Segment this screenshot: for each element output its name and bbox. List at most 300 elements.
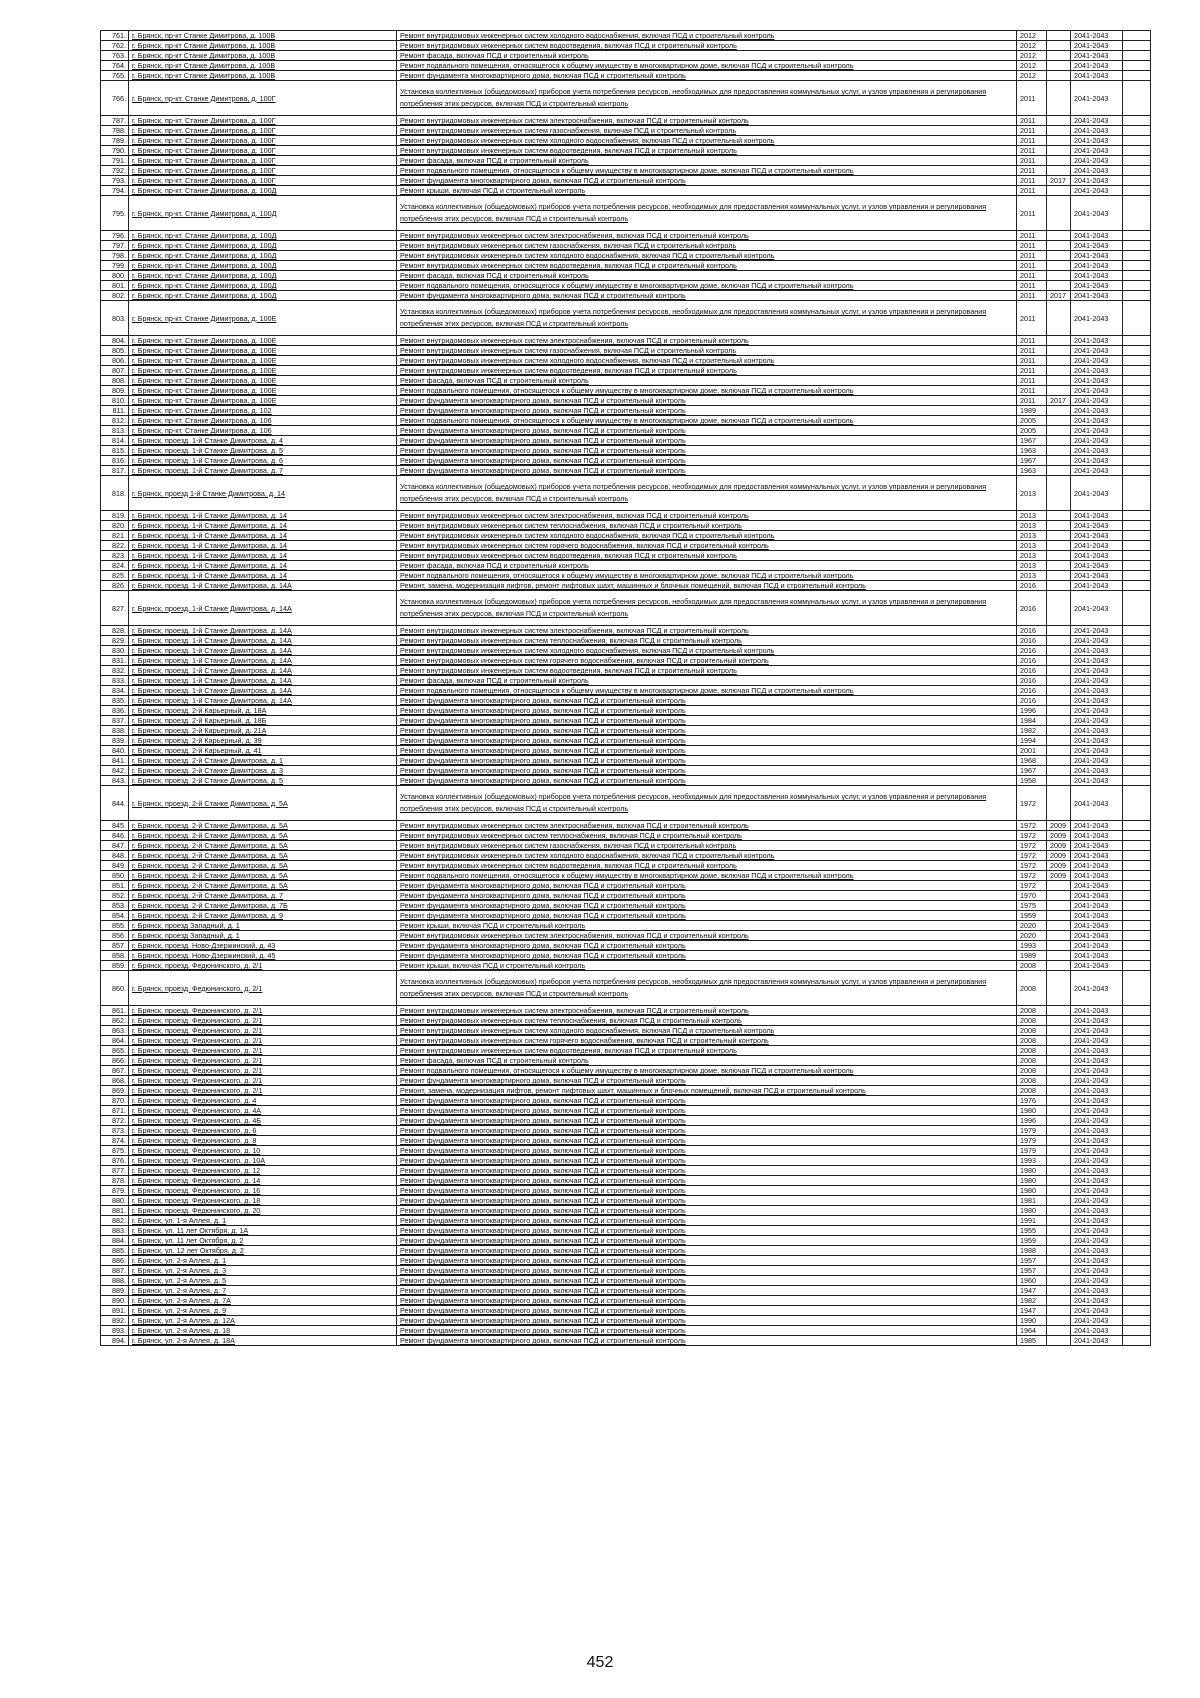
address-cell: г. Брянск, проезд. Федюнинского, д. 10А xyxy=(129,1156,397,1166)
build-year-cell: 2011 xyxy=(1017,81,1047,116)
build-year-cell: 1947 xyxy=(1017,1306,1047,1316)
table-row xyxy=(101,591,1151,626)
work-type-cell: Ремонт крыши, включая ПСД и строительный контроль xyxy=(397,961,1017,971)
empty-cell xyxy=(1123,676,1151,686)
empty-cell xyxy=(1123,466,1151,476)
empty-cell xyxy=(1123,126,1151,136)
address-cell: г. Брянск, проезд 1-й Станке Димитрова, д. 14 xyxy=(129,476,397,511)
address-cell: г. Брянск, проезд. Федюнинского, д. 14 xyxy=(129,1176,397,1186)
build-year-cell: 1972 xyxy=(1017,851,1047,861)
planned-period-cell: 2041-2043 xyxy=(1071,841,1123,851)
work-type-cell: Ремонт фундамента многоквартирного дома, включая ПСД и строительный контроль xyxy=(397,1256,1017,1266)
planned-period-cell: 2041-2043 xyxy=(1071,156,1123,166)
work-type-cell: Ремонт внутридомовых инженерных систем электроснабжения, включая ПСД и строительный контроль xyxy=(397,336,1017,346)
address-cell: г. Брянск, проезд. Федюнинского, д. 2/1 xyxy=(129,1036,397,1046)
address-cell: г. Брянск, пр-кт. Станке Димитрова, д. 100Е xyxy=(129,301,397,336)
last-repair-year-cell xyxy=(1047,166,1071,176)
planned-period-cell: 2041-2043 xyxy=(1071,911,1123,921)
last-repair-year-cell xyxy=(1047,521,1071,531)
address-cell: г. Брянск, проезд. 1-й Станке Димитрова, д. 14 xyxy=(129,551,397,561)
empty-cell xyxy=(1123,706,1151,716)
address-cell: г. Брянск, проезд. 2-й Станке Димитрова, д. 5А xyxy=(129,821,397,831)
row-number: 833. xyxy=(101,676,129,686)
row-number: 796. xyxy=(101,231,129,241)
row-number: 805. xyxy=(101,346,129,356)
build-year-cell: 2011 xyxy=(1017,376,1047,386)
table-row xyxy=(101,271,1151,281)
work-type-cell: Установка коллективных (общедомовых) приборов учета потребления ресурсов, необходимых для предоставления коммунальных услуг, и узлов управления и регулирования потребления этих ресурсов, включая ПСД и строительный контроль xyxy=(397,591,1017,626)
build-year-cell: 1972 xyxy=(1017,821,1047,831)
address-cell: г. Брянск, пр-кт. Станке Димитрова, д. 100Г xyxy=(129,176,397,186)
last-repair-year-cell xyxy=(1047,1236,1071,1246)
address-cell: г. Брянск, пр-кт. Станке Димитрова, д. 100Е xyxy=(129,396,397,406)
work-type-cell: Ремонт фасада, включая ПСД и строительный контроль xyxy=(397,156,1017,166)
address-cell: г. Брянск, проезд. Федюнинского, д. 2/1 xyxy=(129,1016,397,1026)
table-row xyxy=(101,1306,1151,1316)
work-type-cell: Ремонт фасада, включая ПСД и строительный контроль xyxy=(397,1056,1017,1066)
empty-cell xyxy=(1123,1296,1151,1306)
build-year-cell: 2008 xyxy=(1017,1056,1047,1066)
table-row xyxy=(101,841,1151,851)
build-year-cell: 2011 xyxy=(1017,271,1047,281)
row-number: 894. xyxy=(101,1336,129,1346)
table-row xyxy=(101,581,1151,591)
last-repair-year-cell xyxy=(1047,456,1071,466)
work-type-cell: Ремонт фундамента многоквартирного дома, включая ПСД и строительный контроль xyxy=(397,456,1017,466)
empty-cell xyxy=(1123,456,1151,466)
build-year-cell: 1982 xyxy=(1017,1296,1047,1306)
work-type-cell: Ремонт фундамента многоквартирного дома, включая ПСД и строительный контроль xyxy=(397,716,1017,726)
row-number: 866. xyxy=(101,1056,129,1066)
planned-period-cell: 2041-2043 xyxy=(1071,241,1123,251)
work-type-cell: Ремонт внутридомовых инженерных систем водоотведения, включая ПСД и строительный контроль xyxy=(397,41,1017,51)
planned-period-cell: 2041-2043 xyxy=(1071,51,1123,61)
address-cell: г. Брянск, пр-кт. Станке Димитрова, д. 100Д xyxy=(129,196,397,231)
planned-period-cell: 2041-2043 xyxy=(1071,626,1123,636)
address-cell: г. Брянск, проезд. Федюнинского, д. 2/1 xyxy=(129,971,397,1006)
build-year-cell: 1970 xyxy=(1017,891,1047,901)
last-repair-year-cell xyxy=(1047,1206,1071,1216)
work-type-cell: Ремонт фундамента многоквартирного дома, включая ПСД и строительный контроль xyxy=(397,466,1017,476)
table-row xyxy=(101,1066,1151,1076)
planned-period-cell: 2041-2043 xyxy=(1071,581,1123,591)
row-number: 818. xyxy=(101,476,129,511)
last-repair-year-cell xyxy=(1047,466,1071,476)
build-year-cell: 1990 xyxy=(1017,1316,1047,1326)
planned-period-cell: 2041-2043 xyxy=(1071,891,1123,901)
build-year-cell: 1967 xyxy=(1017,766,1047,776)
work-type-cell: Ремонт фундамента многоквартирного дома, включая ПСД и строительный контроль xyxy=(397,696,1017,706)
planned-period-cell: 2041-2043 xyxy=(1071,746,1123,756)
table-row xyxy=(101,1006,1151,1016)
planned-period-cell: 2041-2043 xyxy=(1071,146,1123,156)
row-number: 814. xyxy=(101,436,129,446)
row-number: 763. xyxy=(101,51,129,61)
row-number: 826. xyxy=(101,581,129,591)
table-row xyxy=(101,366,1151,376)
build-year-cell: 2016 xyxy=(1017,581,1047,591)
address-cell: г. Брянск, ул. 11 лет Октября, д. 1А xyxy=(129,1226,397,1236)
empty-cell xyxy=(1123,426,1151,436)
work-type-cell: Ремонт подвального помещения, относящегося к общему имуществу в многоквартирном доме, включая ПСД и строительный контроль xyxy=(397,166,1017,176)
table-row xyxy=(101,1266,1151,1276)
empty-cell xyxy=(1123,666,1151,676)
work-type-cell: Ремонт фундамента многоквартирного дома, включая ПСД и строительный контроль xyxy=(397,1116,1017,1126)
table-row xyxy=(101,626,1151,636)
work-type-cell: Ремонт внутридомовых инженерных систем холодного водоснабжения, включая ПСД и строительный контроль xyxy=(397,1026,1017,1036)
empty-cell xyxy=(1123,1056,1151,1066)
empty-cell xyxy=(1123,436,1151,446)
address-cell: г. Брянск, пр-кт Станке Димитрова, д. 100В xyxy=(129,41,397,51)
planned-period-cell: 2041-2043 xyxy=(1071,1156,1123,1166)
row-number: 830. xyxy=(101,646,129,656)
row-number: 854. xyxy=(101,911,129,921)
address-cell: г. Брянск, проезд. 2-й Станке Димитрова, д. 5 xyxy=(129,776,397,786)
planned-period-cell: 2041-2043 xyxy=(1071,1036,1123,1046)
address-cell: г. Брянск, проезд. 1-й Станке Димитрова, д. 14А xyxy=(129,686,397,696)
last-repair-year-cell xyxy=(1047,1016,1071,1026)
last-repair-year-cell: 2009 xyxy=(1047,851,1071,861)
address-cell: г. Брянск, ул. 2-я Аллея, д. 1 xyxy=(129,1256,397,1266)
planned-period-cell: 2041-2043 xyxy=(1071,706,1123,716)
planned-period-cell: 2041-2043 xyxy=(1071,81,1123,116)
address-cell: г. Брянск, проезд. Ново-Дзержинский, д. 43 xyxy=(129,941,397,951)
empty-cell xyxy=(1123,231,1151,241)
row-number: 803. xyxy=(101,301,129,336)
address-cell: г. Брянск, проезд. 2-й Станке Димитрова, д. 5А xyxy=(129,841,397,851)
build-year-cell: 2011 xyxy=(1017,366,1047,376)
last-repair-year-cell xyxy=(1047,646,1071,656)
address-cell: г. Брянск, проезд. Федюнинского, д. 2/1 xyxy=(129,1026,397,1036)
table-row xyxy=(101,716,1151,726)
row-number: 880. xyxy=(101,1196,129,1206)
work-type-cell: Ремонт фундамента многоквартирного дома, включая ПСД и строительный контроль xyxy=(397,1326,1017,1336)
table-row xyxy=(101,851,1151,861)
table-row xyxy=(101,436,1151,446)
planned-period-cell: 2041-2043 xyxy=(1071,1266,1123,1276)
last-repair-year-cell xyxy=(1047,756,1071,766)
last-repair-year-cell xyxy=(1047,1076,1071,1086)
planned-period-cell: 2041-2043 xyxy=(1071,346,1123,356)
planned-period-cell: 2041-2043 xyxy=(1071,291,1123,301)
row-number: 852. xyxy=(101,891,129,901)
work-type-cell: Ремонт фундамента многоквартирного дома, включая ПСД и строительный контроль xyxy=(397,1156,1017,1166)
row-number: 788. xyxy=(101,126,129,136)
row-number: 765. xyxy=(101,71,129,81)
table-row xyxy=(101,386,1151,396)
work-type-cell: Ремонт фундамента многоквартирного дома, включая ПСД и строительный контроль xyxy=(397,1266,1017,1276)
empty-cell xyxy=(1123,346,1151,356)
row-number: 848. xyxy=(101,851,129,861)
planned-period-cell: 2041-2043 xyxy=(1071,446,1123,456)
empty-cell xyxy=(1123,736,1151,746)
empty-cell xyxy=(1123,776,1151,786)
planned-period-cell: 2041-2043 xyxy=(1071,726,1123,736)
empty-cell xyxy=(1123,591,1151,626)
work-type-cell: Ремонт фундамента многоквартирного дома, включая ПСД и строительный контроль xyxy=(397,736,1017,746)
row-number: 797. xyxy=(101,241,129,251)
address-cell: г. Брянск, проезд. Федюнинского, д. 18 xyxy=(129,1196,397,1206)
empty-cell xyxy=(1123,1326,1151,1336)
empty-cell xyxy=(1123,241,1151,251)
table-row xyxy=(101,736,1151,746)
address-cell: г. Брянск, пр-кт. Станке Димитрова, д. 100Г xyxy=(129,166,397,176)
build-year-cell: 2016 xyxy=(1017,646,1047,656)
build-year-cell: 2011 xyxy=(1017,336,1047,346)
build-year-cell: 2008 xyxy=(1017,971,1047,1006)
row-number: 809. xyxy=(101,386,129,396)
address-cell: г. Брянск, ул. 2-я Аллея, д. 5 xyxy=(129,1276,397,1286)
planned-period-cell: 2041-2043 xyxy=(1071,941,1123,951)
row-number: 842. xyxy=(101,766,129,776)
work-type-cell: Ремонт фундамента многоквартирного дома, включая ПСД и строительный контроль xyxy=(397,1166,1017,1176)
address-cell: г. Брянск, проезд. Федюнинского, д. 16 xyxy=(129,1186,397,1196)
table-row xyxy=(101,406,1151,416)
address-cell: г. Брянск, проезд. 2-й Станке Димитрова, д. 5А xyxy=(129,851,397,861)
address-cell: г. Брянск, проезд. 2-й Станке Димитрова, д. 3 xyxy=(129,766,397,776)
last-repair-year-cell xyxy=(1047,436,1071,446)
table-row xyxy=(101,901,1151,911)
table-row xyxy=(101,261,1151,271)
schedule-table-container xyxy=(100,30,1150,1346)
work-type-cell: Ремонт подвального помещения, относящегося к общему имуществу в многоквартирном доме, включая ПСД и строительный контроль xyxy=(397,61,1017,71)
row-number: 792. xyxy=(101,166,129,176)
empty-cell xyxy=(1123,1186,1151,1196)
row-number: 800. xyxy=(101,271,129,281)
table-row xyxy=(101,166,1151,176)
table-row xyxy=(101,1046,1151,1056)
work-type-cell: Ремонт фундамента многоквартирного дома, включая ПСД и строительный контроль xyxy=(397,1336,1017,1346)
empty-cell xyxy=(1123,686,1151,696)
build-year-cell: 1980 xyxy=(1017,1206,1047,1216)
row-number: 824. xyxy=(101,561,129,571)
address-cell: г. Брянск, пр-кт Станке Димитрова, д. 100В xyxy=(129,71,397,81)
table-row xyxy=(101,1206,1151,1216)
planned-period-cell: 2041-2043 xyxy=(1071,436,1123,446)
work-type-cell: Ремонт внутридомовых инженерных систем теплоснабжения, включая ПСД и строительный контроль xyxy=(397,521,1017,531)
empty-cell xyxy=(1123,571,1151,581)
address-cell: г. Брянск, пр-кт Станке Димитрова, д. 100В xyxy=(129,31,397,41)
table-row xyxy=(101,656,1151,666)
table-row xyxy=(101,756,1151,766)
build-year-cell: 2008 xyxy=(1017,1026,1047,1036)
address-cell: г. Брянск, пр-кт. Станке Димитрова, д. 100Г xyxy=(129,156,397,166)
row-number: 885. xyxy=(101,1246,129,1256)
build-year-cell: 2011 xyxy=(1017,346,1047,356)
build-year-cell: 2011 xyxy=(1017,396,1047,406)
last-repair-year-cell: 2017 xyxy=(1047,291,1071,301)
build-year-cell: 1993 xyxy=(1017,941,1047,951)
build-year-cell: 1972 xyxy=(1017,861,1047,871)
build-year-cell: 1984 xyxy=(1017,716,1047,726)
planned-period-cell: 2041-2043 xyxy=(1071,1226,1123,1236)
work-type-cell: Ремонт фундамента многоквартирного дома, включая ПСД и строительный контроль xyxy=(397,1246,1017,1256)
row-number: 806. xyxy=(101,356,129,366)
table-row xyxy=(101,1186,1151,1196)
planned-period-cell: 2041-2043 xyxy=(1071,166,1123,176)
work-type-cell: Ремонт фундамента многоквартирного дома, включая ПСД и строительный контроль xyxy=(397,436,1017,446)
empty-cell xyxy=(1123,1066,1151,1076)
table-row xyxy=(101,696,1151,706)
planned-period-cell: 2041-2043 xyxy=(1071,541,1123,551)
table-row xyxy=(101,81,1151,116)
address-cell: г. Брянск, пр-кт. Станке Димитрова, д. 100Е xyxy=(129,346,397,356)
build-year-cell: 2012 xyxy=(1017,71,1047,81)
work-type-cell: Ремонт фасада, включая ПСД и строительный контроль xyxy=(397,376,1017,386)
empty-cell xyxy=(1123,166,1151,176)
address-cell: г. Брянск, пр-кт. Станке Димитрова, д. 102 xyxy=(129,406,397,416)
work-type-cell: Ремонт фундамента многоквартирного дома, включая ПСД и строительный контроль xyxy=(397,1316,1017,1326)
work-type-cell: Ремонт фундамента многоквартирного дома, включая ПСД и строительный контроль xyxy=(397,1126,1017,1136)
last-repair-year-cell xyxy=(1047,1326,1071,1336)
last-repair-year-cell xyxy=(1047,136,1071,146)
last-repair-year-cell xyxy=(1047,941,1071,951)
row-number: 834. xyxy=(101,686,129,696)
row-number: 829. xyxy=(101,636,129,646)
planned-period-cell: 2041-2043 xyxy=(1071,1146,1123,1156)
row-number: 887. xyxy=(101,1266,129,1276)
row-number: 828. xyxy=(101,626,129,636)
build-year-cell: 2011 xyxy=(1017,186,1047,196)
row-number: 874. xyxy=(101,1136,129,1146)
last-repair-year-cell xyxy=(1047,766,1071,776)
work-type-cell: Ремонт внутридомовых инженерных систем электроснабжения, включая ПСД и строительный контроль xyxy=(397,626,1017,636)
table-row xyxy=(101,511,1151,521)
last-repair-year-cell xyxy=(1047,1296,1071,1306)
table-row xyxy=(101,1086,1151,1096)
row-number: 790. xyxy=(101,146,129,156)
planned-period-cell: 2041-2043 xyxy=(1071,881,1123,891)
address-cell: г. Брянск, проезд. 1-й Станке Димитрова, д. 14 xyxy=(129,521,397,531)
address-cell: г. Брянск, проезд. 1-й Станке Димитрова, д. 14А xyxy=(129,626,397,636)
last-repair-year-cell xyxy=(1047,386,1071,396)
last-repair-year-cell xyxy=(1047,426,1071,436)
build-year-cell: 1957 xyxy=(1017,1266,1047,1276)
work-type-cell: Ремонт внутридомовых инженерных систем холодного водоснабжения, включая ПСД и строительный контроль xyxy=(397,136,1017,146)
address-cell: г. Брянск, проезд. 1-й Станке Димитрова, д. 5 xyxy=(129,446,397,456)
work-type-cell: Ремонт внутридомовых инженерных систем холодного водоснабжения, включая ПСД и строительный контроль xyxy=(397,251,1017,261)
build-year-cell: 1964 xyxy=(1017,1326,1047,1336)
last-repair-year-cell xyxy=(1047,1266,1071,1276)
address-cell: г. Брянск, проезд. 2-й Станке Димитрова, д. 7Б xyxy=(129,901,397,911)
table-row xyxy=(101,1226,1151,1236)
row-number: 798. xyxy=(101,251,129,261)
table-row xyxy=(101,636,1151,646)
row-number: 762. xyxy=(101,41,129,51)
planned-period-cell: 2041-2043 xyxy=(1071,336,1123,346)
last-repair-year-cell xyxy=(1047,446,1071,456)
empty-cell xyxy=(1123,1246,1151,1256)
build-year-cell: 1958 xyxy=(1017,776,1047,786)
build-year-cell: 2011 xyxy=(1017,241,1047,251)
table-row xyxy=(101,196,1151,231)
work-type-cell: Ремонт фасада, включая ПСД и строительный контроль xyxy=(397,676,1017,686)
build-year-cell: 1959 xyxy=(1017,911,1047,921)
address-cell: г. Брянск, пр-кт. Станке Димитрова, д. 100Г xyxy=(129,126,397,136)
last-repair-year-cell xyxy=(1047,376,1071,386)
planned-period-cell: 2041-2043 xyxy=(1071,1336,1123,1346)
empty-cell xyxy=(1123,1226,1151,1236)
page-number: 452 xyxy=(586,1654,614,1671)
table-row xyxy=(101,786,1151,821)
planned-period-cell: 2041-2043 xyxy=(1071,831,1123,841)
row-number: 811. xyxy=(101,406,129,416)
last-repair-year-cell xyxy=(1047,1066,1071,1076)
empty-cell xyxy=(1123,561,1151,571)
table-row xyxy=(101,1246,1151,1256)
address-cell: г. Брянск, проезд. 1-й Станке Димитрова, д. 6 xyxy=(129,456,397,466)
table-row xyxy=(101,1096,1151,1106)
empty-cell xyxy=(1123,196,1151,231)
last-repair-year-cell xyxy=(1047,251,1071,261)
address-cell: г. Брянск, проезд. 2-й Карьерный, д. 39 xyxy=(129,736,397,746)
work-type-cell: Ремонт фундамента многоквартирного дома, включая ПСД и строительный контроль xyxy=(397,941,1017,951)
last-repair-year-cell xyxy=(1047,511,1071,521)
table-row xyxy=(101,1016,1151,1026)
last-repair-year-cell xyxy=(1047,51,1071,61)
build-year-cell: 2020 xyxy=(1017,931,1047,941)
row-number: 855. xyxy=(101,921,129,931)
last-repair-year-cell xyxy=(1047,591,1071,626)
last-repair-year-cell xyxy=(1047,1036,1071,1046)
address-cell: г. Брянск, проезд. 2-й Станке Димитрова, д. 5А xyxy=(129,786,397,821)
last-repair-year-cell xyxy=(1047,716,1071,726)
build-year-cell: 2011 xyxy=(1017,356,1047,366)
build-year-cell: 1972 xyxy=(1017,786,1047,821)
address-cell: г. Брянск, проезд Западный, д. 1 xyxy=(129,931,397,941)
work-type-cell: Ремонт фундамента многоквартирного дома, включая ПСД и строительный контроль xyxy=(397,71,1017,81)
empty-cell xyxy=(1123,1026,1151,1036)
work-type-cell: Ремонт внутридомовых инженерных систем электроснабжения, включая ПСД и строительный контроль xyxy=(397,116,1017,126)
table-row xyxy=(101,1276,1151,1286)
address-cell: г. Брянск, проезд. Федюнинского, д. 2/1 xyxy=(129,1006,397,1016)
planned-period-cell: 2041-2043 xyxy=(1071,591,1123,626)
table-row xyxy=(101,1286,1151,1296)
empty-cell xyxy=(1123,891,1151,901)
planned-period-cell: 2041-2043 xyxy=(1071,1296,1123,1306)
last-repair-year-cell xyxy=(1047,951,1071,961)
last-repair-year-cell xyxy=(1047,1166,1071,1176)
work-type-cell: Ремонт внутридомовых инженерных систем электроснабжения, включая ПСД и строительный контроль xyxy=(397,511,1017,521)
planned-period-cell: 2041-2043 xyxy=(1071,676,1123,686)
empty-cell xyxy=(1123,261,1151,271)
planned-period-cell: 2041-2043 xyxy=(1071,666,1123,676)
planned-period-cell: 2041-2043 xyxy=(1071,766,1123,776)
table-row xyxy=(101,971,1151,1006)
address-cell: г. Брянск, проезд. Федюнинского, д. 4 xyxy=(129,1096,397,1106)
address-cell: г. Брянск, пр-кт. Станке Димитрова, д. 100Д xyxy=(129,271,397,281)
build-year-cell: 1981 xyxy=(1017,1196,1047,1206)
table-row xyxy=(101,241,1151,251)
planned-period-cell: 2041-2043 xyxy=(1071,1176,1123,1186)
empty-cell xyxy=(1123,396,1151,406)
build-year-cell: 2011 xyxy=(1017,281,1047,291)
address-cell: г. Брянск, пр-кт. Станке Димитрова, д. 106 xyxy=(129,426,397,436)
table-row xyxy=(101,861,1151,871)
address-cell: г. Брянск, пр-кт. Станке Димитрова, д. 100Е xyxy=(129,376,397,386)
empty-cell xyxy=(1123,1166,1151,1176)
planned-period-cell: 2041-2043 xyxy=(1071,416,1123,426)
empty-cell xyxy=(1123,951,1151,961)
row-number: 857. xyxy=(101,941,129,951)
table-row xyxy=(101,1196,1151,1206)
work-type-cell: Ремонт фундамента многоквартирного дома, включая ПСД и строительный контроль xyxy=(397,1286,1017,1296)
address-cell: г. Брянск, ул. 1-я Аллея, д. 1 xyxy=(129,1216,397,1226)
table-row xyxy=(101,396,1151,406)
address-cell: г. Брянск, проезд. 2-й Станке Димитрова, д. 5А xyxy=(129,881,397,891)
work-type-cell: Ремонт крыши, включая ПСД и строительный контроль xyxy=(397,186,1017,196)
last-repair-year-cell xyxy=(1047,636,1071,646)
